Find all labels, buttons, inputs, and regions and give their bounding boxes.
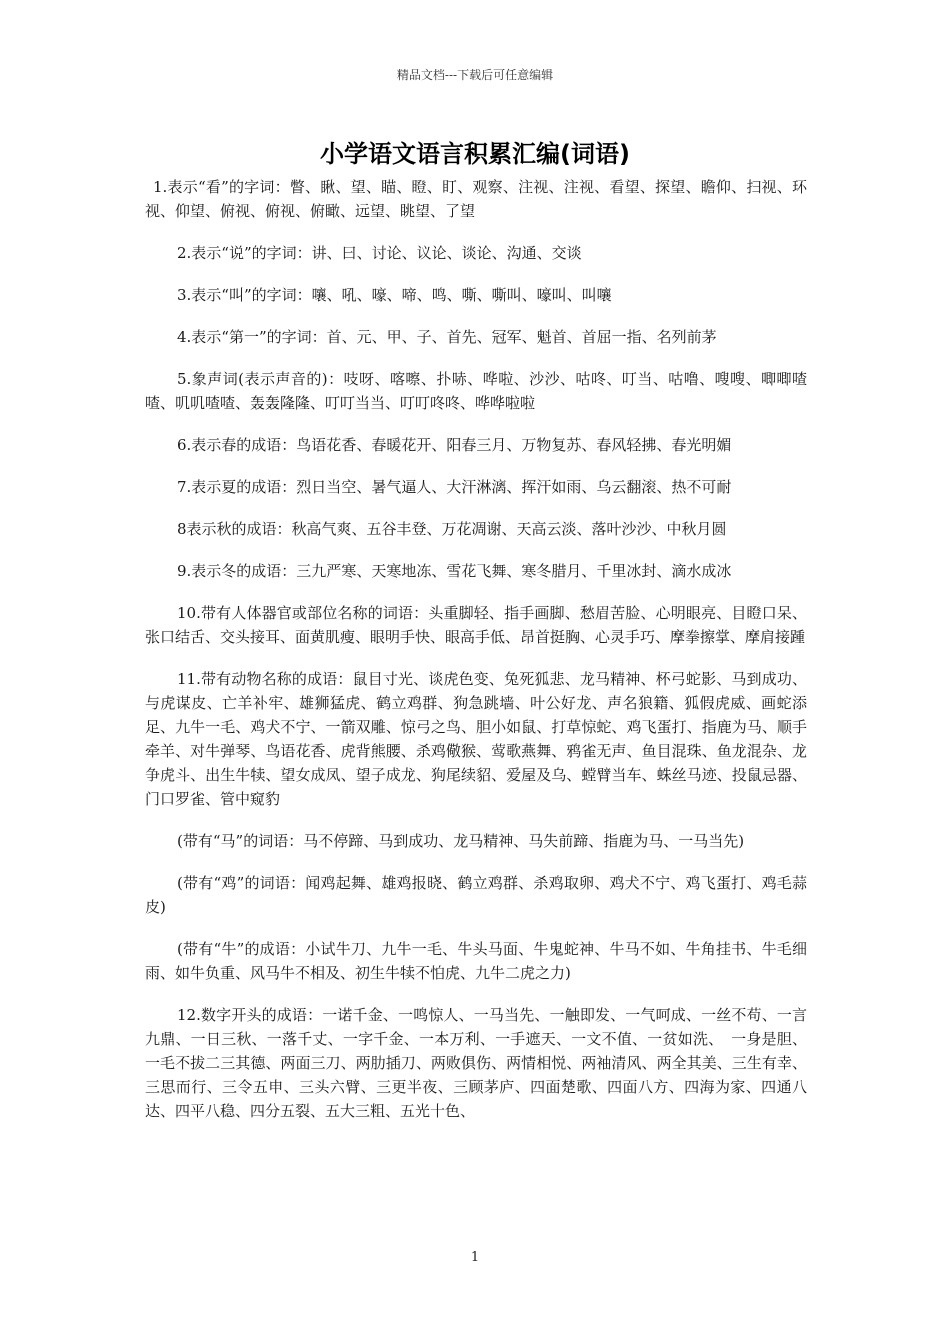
paragraph-winter-idioms: 9.表示冬的成语：三九严寒、天寒地冻、雪花飞舞、寒冬腊月、千里冰封、滴水成冰 <box>177 562 732 580</box>
paragraph-body-part-words: 10.带有人体器官或部位名称的词语：头重脚轻、指手画脚、愁眉苦脸、心明眼亮、目瞪口呆、张口结舌、交头接耳、面黄肌瘦、眼明手快、眼高手低、昂首挺胸、心灵手巧、摩拳擦掌、摩肩接踵 <box>145 604 807 646</box>
paragraph-look-words: 1.表示“看”的字词：瞥、瞅、望、瞄、瞪、盯、观察、注视、注视、看望、探望、瞻仰、扫视、环视、仰望、俯视、俯视、俯瞰、远望、眺望、了望 <box>145 178 807 220</box>
document-body <box>145 175 807 1141</box>
paragraph-onomatopoeia: 5.象声词(表示声音的)：吱呀、喀嚓、扑哧、哗啦、沙沙、咕咚、叮当、咕噜、嗖嗖、唧唧喳喳、叽叽喳喳、轰轰隆隆、叮叮当当、叮叮咚咚、哗哗啦啦 <box>145 370 807 412</box>
paragraph-horse-words: (带有“马”的词语：马不停蹄、马到成功、龙马精神、马失前蹄、指鹿为马、一马当先) <box>177 832 745 850</box>
page-header: 精品文档---下载后可任意编辑 <box>396 68 554 82</box>
document-title: 小学语文语言积累汇编(词语) <box>320 140 630 168</box>
paragraph-say-words: 2.表示“说”的字词：讲、曰、讨论、议论、谈论、沟通、交谈 <box>177 244 582 262</box>
paragraph-ox-idioms: (带有“牛”的成语：小试牛刀、九牛一毛、牛头马面、牛鬼蛇神、牛马不如、牛角挂书、牛毛细雨、如牛负重、风马牛不相及、初生牛犊不怕虎、九牛二虎之力) <box>145 940 807 982</box>
paragraph-summer-idioms: 7.表示夏的成语：烈日当空、暑气逼人、大汗淋漓、挥汗如雨、乌云翻滚、热不可耐 <box>177 478 732 496</box>
paragraph-number-idioms: 12.数字开头的成语：一诺千金、一鸣惊人、一马当先、一触即发、一气呵成、一丝不苟、一言九鼎、一日三秋、一落千丈、一字千金、一本万利、一手遮天、一文不值、一贫如洗、 一身是胆、一毛不拔二三其德、两面三刀、两肋插刀、两败俱伤、两情相悦、两袖清风、两全其美、三生有幸、三思而行、三令五申、三头六臂、三更半夜、三顾茅庐、四面楚歌、四面八方、四海为家、四通八达、四平八稳、四分五裂、五大三粗、五光十色、 <box>145 1006 807 1120</box>
paragraph-first-words: 4.表示“第一”的字词：首、元、甲、子、首先、冠军、魁首、首屈一指、名列前茅 <box>177 328 717 346</box>
page-number: 1 <box>470 1250 480 1265</box>
paragraph-call-words: 3.表示“叫”的字词：嚷、吼、嚎、啼、鸣、嘶、嘶叫、嚎叫、叫嚷 <box>177 286 612 304</box>
paragraph-autumn-idioms: 8表示秋的成语：秋高气爽、五谷丰登、万花凋谢、天高云淡、落叶沙沙、中秋月圆 <box>177 520 727 538</box>
paragraph-animal-idioms: 11.带有动物名称的成语：鼠目寸光、谈虎色变、兔死狐悲、龙马精神、杯弓蛇影、马到成功、与虎谋皮、亡羊补牢、雄狮猛虎、鹤立鸡群、狗急跳墙、叶公好龙、声名狼籍、狐假虎威、画蛇添足、九牛一毛、鸡犬不宁、一箭双雕、惊弓之鸟、胆小如鼠、打草惊蛇、鸡飞蛋打、指鹿为马、顺手牵羊、对牛弹琴、鸟语花香、虎背熊腰、杀鸡儆猴、莺歌燕舞、鸦雀无声、鱼目混珠、鱼龙混杂、龙争虎斗、出生牛犊、望女成凤、望子成龙、狗尾续貂、爱屋及乌、螳臂当车、蛛丝马迹、投鼠忌器、门口罗雀、管中窥豹 <box>145 670 807 808</box>
paragraph-chicken-words: (带有“鸡”的词语：闻鸡起舞、雄鸡报晓、鹤立鸡群、杀鸡取卵、鸡犬不宁、鸡飞蛋打、鸡毛蒜皮) <box>145 874 807 916</box>
paragraph-spring-idioms: 6.表示春的成语：鸟语花香、春暖花开、阳春三月、万物复苏、春风轻拂、春光明媚 <box>177 436 732 454</box>
